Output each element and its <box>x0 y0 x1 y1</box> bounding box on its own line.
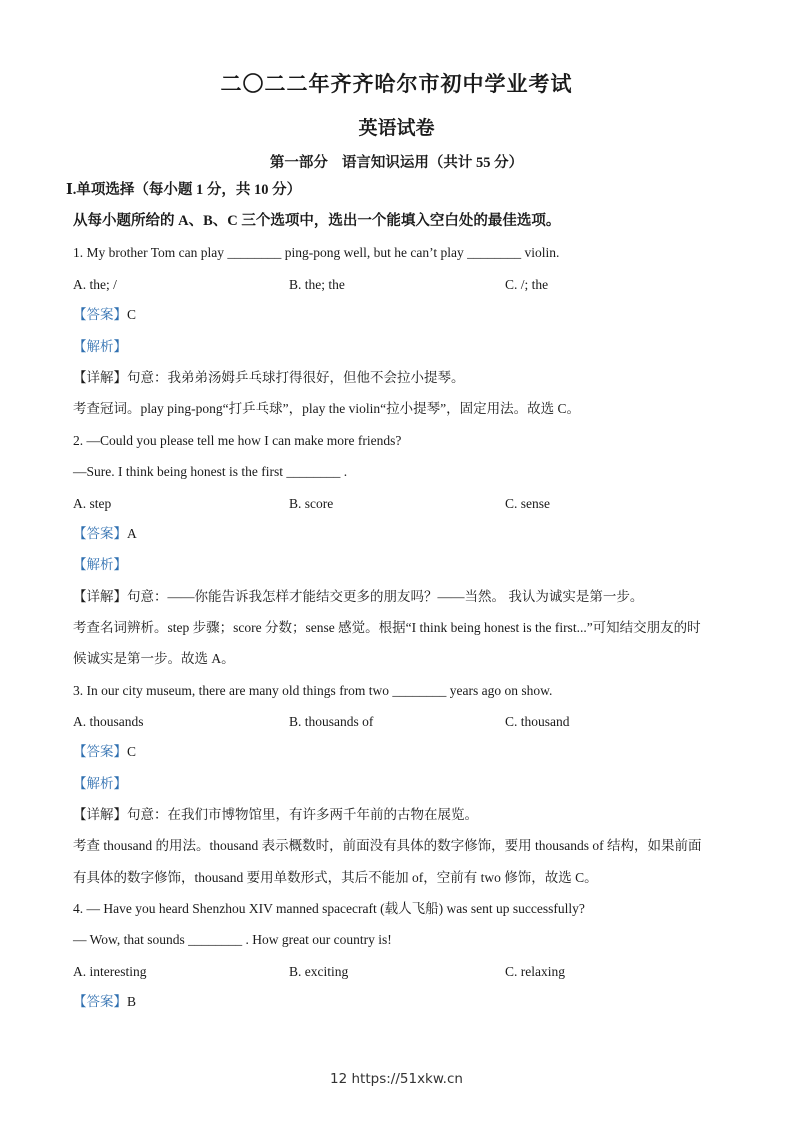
q2-option-c: C. sense <box>505 496 550 511</box>
q2-option-a: A. step <box>73 496 112 511</box>
answer-label: 【答案】 <box>73 744 127 759</box>
detail-label: 【详解】 <box>73 807 127 822</box>
q1-explanation: 考查冠词。play ping-pong“打乒乓球”，play the violin“拉小提琴”，固定用法。故选 C。 <box>73 401 580 416</box>
q1-detail <box>73 369 465 387</box>
part-title-right: 语言知识运用（共计 55 分） <box>341 155 524 171</box>
part-title-left: 第一部分 <box>269 155 328 171</box>
analysis-label: 【解析】 <box>73 776 127 791</box>
q1-analysis <box>73 338 127 356</box>
q2-answer-value: A <box>127 526 137 541</box>
q4-answer-value: B <box>127 994 137 1009</box>
q2-stem-line2: —Sure. I think being honest is the first ________ . <box>73 464 348 479</box>
q3-explanation-line1: 考查 thousand 的用法。thousand 表示概数时，前面没有具体的数字修饰，要用 thousands of 结构，如果前面 <box>73 838 702 853</box>
q3-answer-value: C <box>127 744 137 759</box>
q4-option-c: C. relaxing <box>505 964 565 979</box>
q4-answer <box>73 993 136 1011</box>
q3-option-c: C. thousand <box>505 714 570 729</box>
q1-stem: 1. My brother Tom can play ________ ping-pong well, but he can’t play ________ violin. <box>73 245 560 260</box>
q3-analysis <box>73 775 127 793</box>
q1-option-b: B. the; the <box>289 277 345 292</box>
q2-answer <box>73 525 137 543</box>
q2-analysis <box>73 556 127 574</box>
answer-label: 【答案】 <box>73 307 127 322</box>
q3-explanation-line2: 有具体的数字修饰，thousand 要用单数形式，其后不能加 of，空前有 two 修饰，故选 C。 <box>73 870 598 885</box>
q1-detail-text: 句意：我弟弟汤姆乒乓球打得很好，但他不会拉小提琴。 <box>127 370 465 385</box>
part-title <box>0 151 793 172</box>
section-instruction: 从每小题所给的 A、B、C 三个选项中，选出一个能填入空白处的最佳选项。 <box>73 213 561 229</box>
analysis-label: 【解析】 <box>73 557 127 572</box>
q1-option-a: A. the; / <box>73 277 117 292</box>
q1-answer <box>73 306 136 324</box>
q3-answer <box>73 743 136 761</box>
page-footer: 12 https://51xkw.cn <box>330 1071 463 1087</box>
exam-title: 二〇二二年齐齐哈尔市初中学业考试 <box>220 72 573 96</box>
q2-stem-line1: 2. —Could you please tell me how I can make more friends? <box>73 433 402 448</box>
q3-option-b: B. thousands of <box>289 714 374 729</box>
q2-explanation-line2: 候诚实是第一步。故选 A。 <box>73 651 235 666</box>
answer-label: 【答案】 <box>73 526 127 541</box>
detail-label: 【详解】 <box>73 589 127 604</box>
q1-option-c: C. /; the <box>505 277 549 292</box>
q4-option-a: A. interesting <box>73 964 147 979</box>
q4-option-b: B. exciting <box>289 964 349 979</box>
q2-explanation-line1: 考查名词辨析。step 步骤；score 分数；sense 感觉。根据“I think being honest is the first...”可知结交朋友的时 <box>73 620 701 635</box>
q2-option-b: B. score <box>289 496 334 511</box>
q4-stem-line2: — Wow, that sounds ________ . How great our country is! <box>73 932 392 947</box>
q2-detail <box>73 588 643 606</box>
q1-answer-value: C <box>127 307 137 322</box>
q4-stem-line1: 4. — Have you heard Shenzhou XIV manned spacecraft (载人飞船) was sent up successfully? <box>73 901 585 916</box>
q3-detail <box>73 806 478 824</box>
section-heading: Ⅰ.单项选择（每小题 1 分，共 10 分） <box>66 182 302 198</box>
q3-stem: 3. In our city museum, there are many old things from two ________ years ago on show. <box>73 683 553 698</box>
q3-option-a: A. thousands <box>73 714 144 729</box>
answer-label: 【答案】 <box>73 994 127 1009</box>
q3-detail-text: 句意：在我们市博物馆里，有许多两千年前的古物在展览。 <box>127 807 478 822</box>
q2-detail-text: 句意：——你能告诉我怎样才能结交更多的朋友吗？——当然。 我认为诚实是第一步。 <box>127 589 644 604</box>
analysis-label: 【解析】 <box>73 339 127 354</box>
detail-label: 【详解】 <box>73 370 127 385</box>
exam-subtitle: 英语试卷 <box>358 118 435 139</box>
